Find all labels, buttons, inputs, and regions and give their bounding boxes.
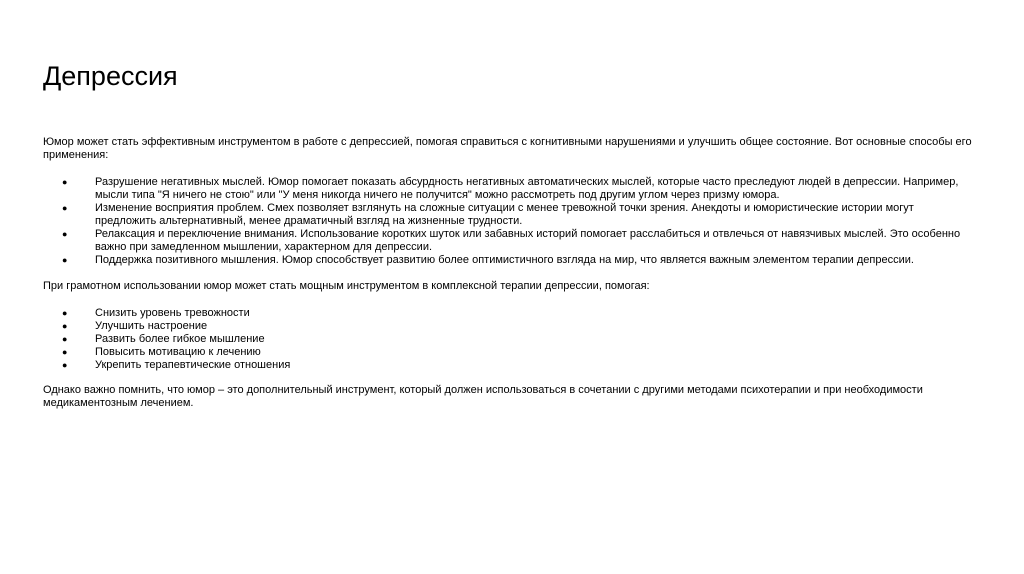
bullet-icon: ● — [62, 203, 68, 213]
list-item — [43, 202, 973, 228]
list-item-text: Повысить мотивацию к лечению — [95, 346, 261, 358]
list-item-text: Изменение восприятия проблем. Смех позволяет взглянуть на сложные ситуации с менее тревожной точки зрения. Анекдоты и юмористические истории могут предложить альтернативный, менее драматичный взгляд на жизненные трудности. — [95, 202, 914, 227]
list-item-text: Развить более гибкое мышление — [95, 333, 265, 345]
bullet-icon: ● — [62, 177, 68, 187]
list-item-text: Снизить уровень тревожности — [95, 307, 250, 319]
list-item — [43, 359, 973, 372]
bullet-icon: ● — [62, 229, 68, 239]
list-item — [43, 307, 973, 320]
bullet-icon: ● — [62, 347, 68, 357]
middle-paragraph: При грамотном использовании юмор может стать мощным инструментом в комплексной терапии депрессии, помогая: — [43, 280, 650, 292]
list-item — [43, 176, 973, 202]
benefits-list — [43, 307, 973, 372]
list-item-text: Релаксация и переключение внимания. Использование коротких шуток или забавных историй помогает расслабиться и отвлечься от навязчивых мыслей. Это особенно важно при замедленном мышлении, характерном для депрессии. — [95, 228, 961, 253]
methods-list — [43, 176, 973, 267]
list-item — [43, 346, 973, 359]
bullet-icon: ● — [62, 308, 68, 318]
list-item — [43, 228, 973, 254]
bullet-icon: ● — [62, 334, 68, 344]
bullet-icon: ● — [62, 321, 68, 331]
slide-content — [43, 136, 973, 410]
intro-paragraph: Юмор может стать эффективным инструментом в работе с депрессией, помогая справиться с когнитивными нарушениями и улучшить общее состояние. Вот основные способы его применения: — [43, 136, 972, 161]
list-item-text: Улучшить настроение — [95, 320, 208, 332]
list-item-text: Поддержка позитивного мышления. Юмор способствует развитию более оптимистичного взгляда на мир, что является важным элементом терапии депрессии. — [95, 254, 914, 266]
list-item — [43, 333, 973, 346]
list-item-text: Укрепить терапевтические отношения — [95, 359, 291, 371]
slide-title: Депрессия — [43, 61, 178, 91]
conclusion-paragraph: Однако важно помнить, что юмор – это дополнительный инструмент, который должен использоваться в сочетании с другими методами психотерапии и при необходимости медикаментозным лечением. — [43, 384, 923, 409]
list-item — [43, 320, 973, 333]
bullet-icon: ● — [62, 255, 68, 265]
list-item — [43, 254, 973, 267]
list-item-text: Разрушение негативных мыслей. Юмор помогает показать абсурдность негативных автоматических мыслей, которые часто преследуют людей в депрессии. Например, мысли типа "Я ничего не стою" или "У меня никогда ничего не получится" можно рассмотреть под другим углом через призму юмора. — [95, 176, 959, 201]
bullet-icon: ● — [62, 360, 68, 370]
